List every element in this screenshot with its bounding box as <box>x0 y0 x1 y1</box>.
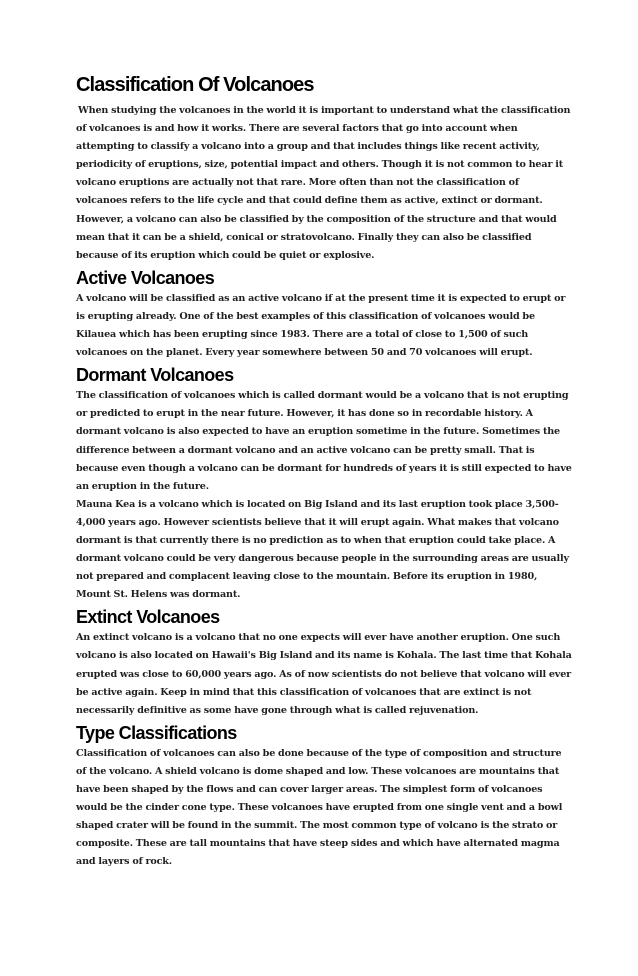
extinct-volcanoes-paragraph: An extinct volcano is a volcano that no one expects will ever have another eruption. One such volcano is also located on Hawaii's Big Island and its name is Kohala. The last time that Kohala erupted was close to 60,000 years ago. As of now scientists do not believe that volcano will ever be active again. Keep in mind that this classification of volcanoes that are extinct is not necessarily definitive as some have gone through what is called rejuvenation. <box>76 632 572 716</box>
heading-dormant-volcanoes: Dormant Volcanoes <box>76 365 234 386</box>
dormant-volcanoes-paragraph-1: The classification of volcanoes which is called dormant would be a volcano that is not erupting or predicted to erupt in the near future. However, it has done so in recordable history. A dormant volcano is also expected to have an eruption sometime in the future. Sometimes the difference between a dormant volcano and an active volcano can be pretty small. That is because even though a volcano can be dormant for hundreds of years it is still expected to have an eruption in the future. <box>76 390 572 492</box>
document-page <box>76 72 572 871</box>
dormant-volcanoes-paragraph-2: Mauna Kea is a volcano which is located on Big Island and its last eruption took place 3,500-4,000 years ago. However scientists believe that it will erupt again. What makes that volcano dormant is that currently there is no prediction as to when that eruption could take place. A dormant volcano could be very dangerous because people in the surrounding areas are usually not prepared and complacent leaving close to the mountain. Before its eruption in 1980, Mount St. Helens was dormant. <box>76 498 569 601</box>
heading-extinct-volcanoes: Extinct Volcanoes <box>76 607 220 628</box>
heading-active-volcanoes: Active Volcanoes <box>76 267 215 288</box>
active-volcanoes-paragraph: A volcano will be classified as an active volcano if at the present time it is expected to erupt or is erupting already. One of the best examples of this classification of volcanoes would be Kilauea which has been erupting since 1983. There are a total of close to 1,500 of such volcanoes on the planet. Every year somewhere between 50 and 70 volcanoes will erupt. <box>76 292 566 359</box>
intro-paragraph: When studying the volcanoes in the world it is important to understand what the classification of volcanoes is and how it works. There are several factors that go into account when attempting to classify a volcano into a group and that includes things like recent activity, periodicity of eruptions, size, potential impact and others. Though it is not common to hear it volcano eruptions are actually not that rare. More often than not the classification of volcanoes refers to the life cycle and that could define them as active, extinct or dormant. However, a volcano can also be classified by the composition of the structure and that would mean that it can be a shield, conical or stratovolcano. Finally they can also be classified because of its eruption which could be quiet or explosive. <box>76 105 571 261</box>
heading-type-classifications: Type Classifications <box>76 722 237 743</box>
document-title: Classification Of Volcanoes <box>76 74 314 96</box>
type-classifications-paragraph: Classification of volcanoes can also be done because of the type of composition and structure of the volcano. A shield volcano is dome shaped and low. These volcanoes are mountains that have been shaped by the flows and can cover larger areas. The simplest form of volcanoes would be the cinder cone type. These volcanoes have erupted from one single vent and a bowl shaped crater will be found in the summit. The most common type of volcano is the strato or composite. These are tall mountains that have steep sides and which have alternated magma and layers of rock. <box>76 747 563 868</box>
